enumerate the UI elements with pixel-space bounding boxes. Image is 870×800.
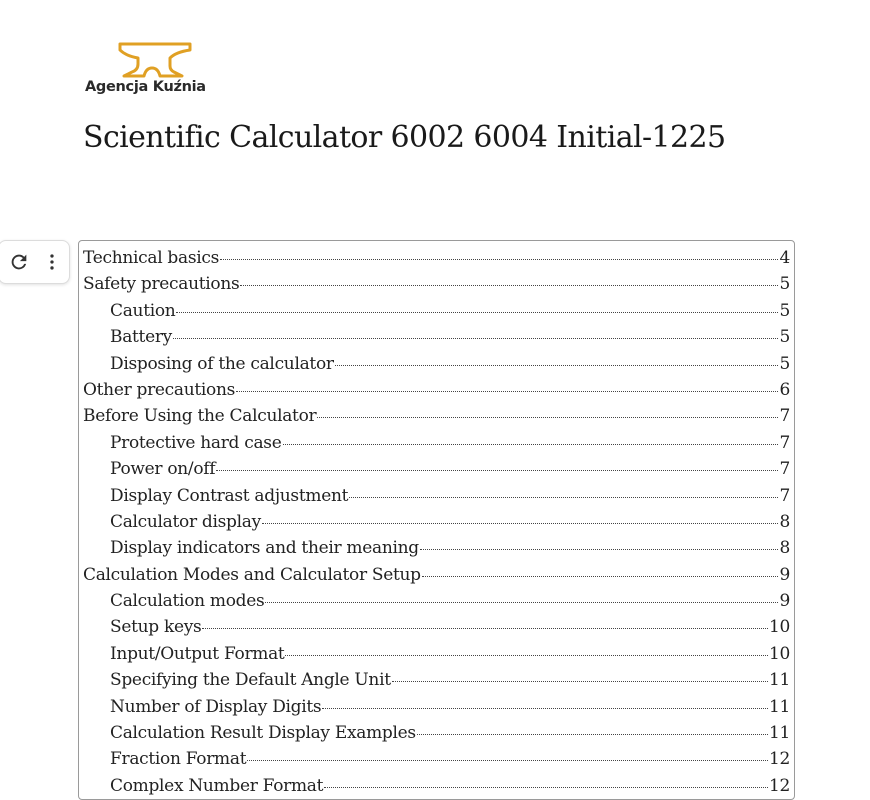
toc-entry[interactable] (79, 301, 794, 327)
toc-entry[interactable] (79, 697, 794, 723)
toc-entry-title: Complex Number Format (110, 775, 324, 796)
toc-entry-page: 7 (779, 406, 790, 427)
toc-dot-leader (176, 311, 778, 313)
toc-dot-leader (335, 364, 779, 366)
toc-entry-page: 8 (779, 538, 790, 559)
toc-entry-title: Protective hard case (110, 432, 282, 453)
toc-entry[interactable] (79, 380, 794, 406)
toc-entry[interactable] (79, 512, 794, 538)
toc-entry-page: 5 (779, 353, 790, 374)
toc-entry-title: Display Contrast adjustment (110, 485, 349, 506)
toc-entry[interactable] (79, 248, 794, 274)
toc-dot-leader (349, 496, 778, 498)
toc-entry-title: Fraction Format (110, 749, 247, 770)
toc-entry-title: Display indicators and their meaning (110, 538, 419, 559)
toc-entry[interactable] (79, 776, 794, 800)
toc-entry-page: 12 (768, 749, 790, 770)
toc-entry[interactable] (79, 406, 794, 432)
toc-dot-leader (420, 548, 779, 550)
toc-entry-page: 6 (779, 379, 790, 400)
toc-dot-leader (324, 786, 768, 788)
toc-entry-title: Before Using the Calculator (83, 406, 317, 427)
toc-entry-page: 8 (779, 511, 790, 532)
toc-entry-page: 11 (768, 670, 790, 691)
toc-entry-title: Caution (110, 300, 176, 321)
toc-entry[interactable] (79, 459, 794, 485)
toc-entry-title: Calculation Modes and Calculator Setup (83, 564, 421, 585)
toc-dot-leader (216, 469, 778, 471)
toc-entry[interactable] (79, 749, 794, 775)
toc-dot-leader (283, 443, 779, 445)
toc-entry-page: 5 (779, 274, 790, 295)
toc-dot-leader (265, 601, 778, 603)
toc-entry-page: 12 (768, 775, 790, 796)
brand-name: Agencja Kuźnia (85, 79, 206, 95)
toc-entry-title: Calculator display (110, 511, 261, 532)
toc-entry-page: 4 (779, 248, 790, 268)
toc-entry[interactable] (79, 354, 794, 380)
toc-dot-leader (247, 759, 768, 761)
toc-dot-leader (317, 416, 778, 418)
toc-entry[interactable] (79, 670, 794, 696)
more-vertical-icon[interactable] (41, 251, 63, 273)
toc-dot-leader (220, 258, 778, 260)
toc-entry-page: 11 (768, 696, 790, 717)
brand-logo (84, 38, 224, 104)
toc-entry[interactable] (79, 538, 794, 564)
toc-entry[interactable] (79, 565, 794, 591)
toc-entry[interactable] (79, 644, 794, 670)
toc-dot-leader (285, 654, 768, 656)
toc-entry-title: Technical basics (83, 248, 220, 268)
table-of-contents (78, 240, 795, 800)
anvil-icon (118, 40, 194, 80)
toc-entry-page: 5 (779, 300, 790, 321)
toc-entry-title: Battery (110, 327, 172, 348)
toc-dot-leader (262, 522, 779, 524)
toc-entry[interactable] (79, 327, 794, 353)
toc-entry[interactable] (79, 274, 794, 300)
toc-dot-leader (322, 707, 768, 709)
toc-toolbar (0, 240, 70, 284)
toc-entry[interactable] (79, 723, 794, 749)
toc-dot-leader (236, 390, 778, 392)
toc-entry-page: 10 (768, 643, 790, 664)
toc-entry-page: 7 (779, 485, 790, 506)
toc-entry-title: Input/Output Format (110, 643, 285, 664)
toc-entry-page: 9 (779, 564, 790, 585)
toc-list (79, 248, 794, 800)
toc-entry-title: Safety precautions (83, 274, 240, 295)
toc-entry-title: Other precautions (83, 379, 236, 400)
toc-dot-leader (392, 680, 768, 682)
toc-entry-title: Specifying the Default Angle Unit (110, 670, 391, 691)
toc-entry-page: 9 (779, 591, 790, 612)
toc-entry[interactable] (79, 433, 794, 459)
toc-entry-page: 7 (779, 432, 790, 453)
toc-entry-page: 10 (768, 617, 790, 638)
toc-entry-title: Number of Display Digits (110, 696, 322, 717)
toc-entry[interactable] (79, 617, 794, 643)
toc-entry-page: 7 (779, 459, 790, 480)
toc-entry-page: 11 (768, 723, 790, 744)
toc-dot-leader (202, 627, 767, 629)
toc-dot-leader (422, 575, 779, 577)
toc-entry-title: Power on/off (110, 459, 216, 480)
toc-entry-page: 5 (779, 327, 790, 348)
toc-dot-leader (240, 284, 778, 286)
toc-entry-title: Calculation modes (110, 591, 265, 612)
refresh-icon[interactable] (8, 251, 30, 273)
document-title: Scientific Calculator 6002 6004 Initial-1225 (83, 120, 726, 155)
toc-entry[interactable] (79, 486, 794, 512)
toc-entry-title: Setup keys (110, 617, 202, 638)
toc-entry-title: Disposing of the calculator (110, 353, 334, 374)
toc-entry-title: Calculation Result Display Examples (110, 723, 416, 744)
toc-entry[interactable] (79, 591, 794, 617)
toc-dot-leader (417, 733, 768, 735)
toc-dot-leader (173, 337, 778, 339)
